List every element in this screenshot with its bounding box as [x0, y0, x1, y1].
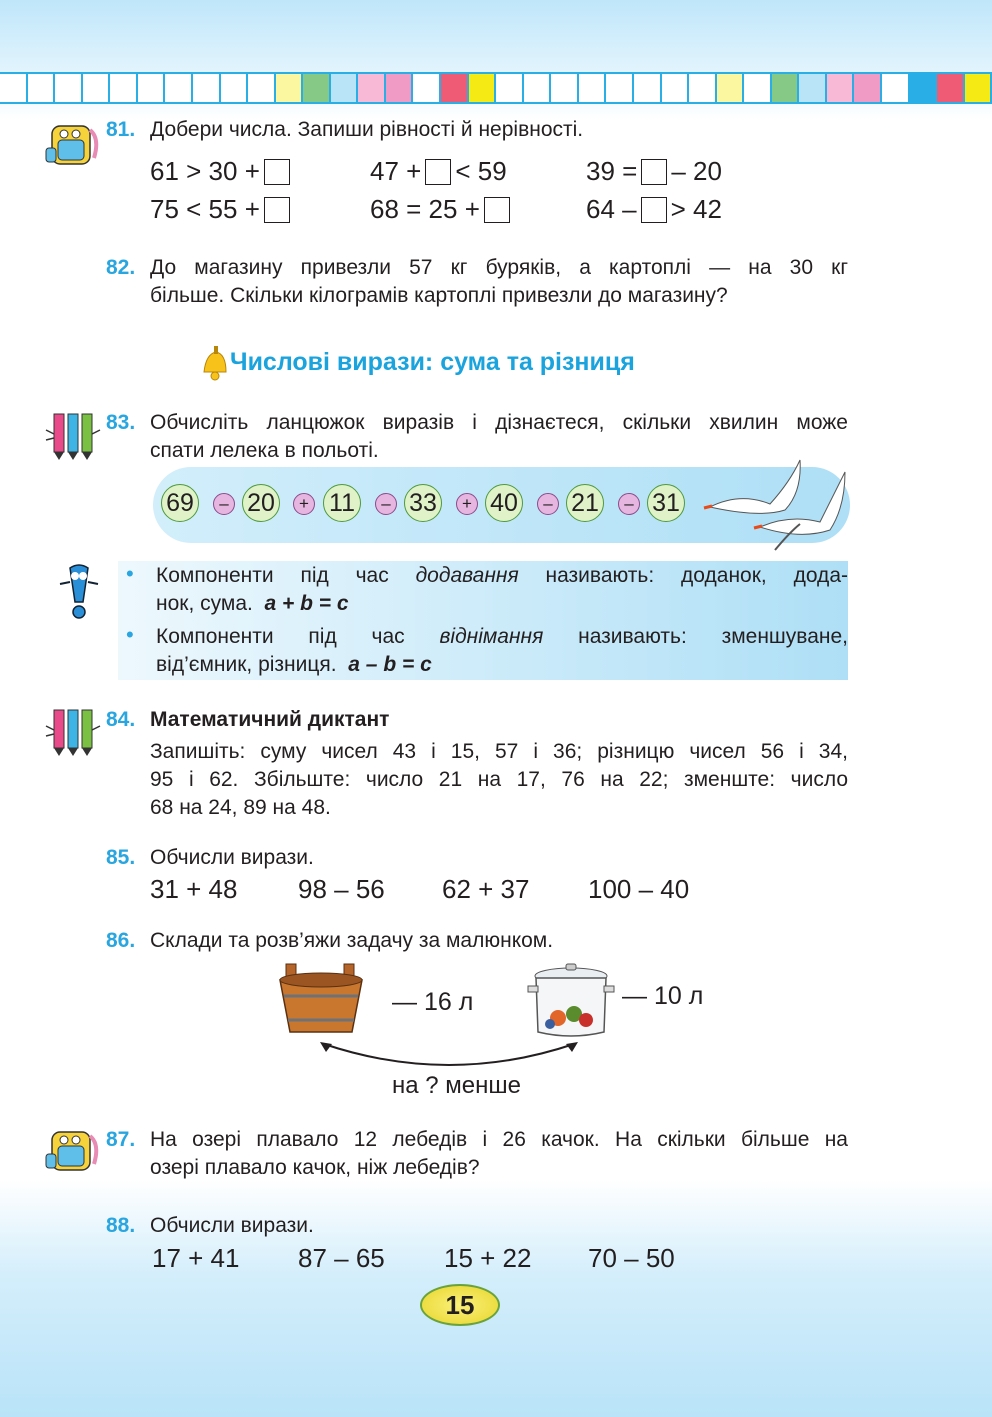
ex85-expression: 62 + 37 [442, 874, 530, 904]
pencils-icon [44, 706, 102, 758]
exercise-83-line-2: спати лелека в польоті. [150, 439, 379, 462]
ex88-expression: 17 + 41 [152, 1243, 240, 1273]
exclamation-mascot-icon [56, 562, 102, 620]
tub-volume-label: — 16 л [392, 988, 474, 1016]
answer-box[interactable] [264, 197, 290, 223]
exercise-86-number: 86. [106, 929, 136, 952]
exercise-83-line-1: Обчисліть ланцюжок виразів і дізнаєтеся, скільки хвилин може [150, 411, 848, 434]
answer-box[interactable] [641, 197, 667, 223]
chain-number: 21 [566, 484, 604, 522]
chain-number: 69 [161, 484, 199, 522]
ex81-expr-5: 68 = 25 + [370, 194, 514, 225]
ex88-expression: 70 – 50 [588, 1243, 675, 1273]
ex85-expression: 98 – 56 [298, 874, 385, 904]
exercise-84-title: Математичний диктант [150, 708, 390, 731]
answer-box[interactable] [264, 159, 290, 185]
chain-operator: – [618, 493, 640, 515]
info-addition-line-1: Компоненти під час додавання називають: доданок, дода- [156, 564, 848, 587]
chain-number: 40 [485, 484, 523, 522]
chain-operator: + [456, 493, 478, 515]
chain-operator: – [213, 493, 235, 515]
info-subtraction-line-2: від’ємник, різниця. a – b = c [156, 653, 432, 676]
wooden-tub-image [278, 962, 364, 1036]
info-subtraction-line-1: Компоненти під час віднімання називають: зменшуване, [156, 625, 848, 648]
exercise-85-text: Обчисли вирази. [150, 846, 314, 869]
ex81-expr-4: 75 < 55 + [150, 194, 294, 225]
chain-number: 20 [242, 484, 280, 522]
subtraction-formula: a – b = c [348, 653, 432, 676]
cooking-pot-image [526, 962, 616, 1040]
exercise-87-number: 87. [106, 1128, 136, 1151]
chain-number: 33 [404, 484, 442, 522]
chain-operator: + [293, 493, 315, 515]
pencils-icon [44, 410, 102, 462]
exercise-84-line-3: 68 на 24, 89 на 48. [150, 796, 331, 819]
exercise-82-line-1: До магазину привезли 57 кг буряків, а картоплі — на 30 кг [150, 256, 848, 279]
chain-number: 31 [647, 484, 685, 522]
exercise-88-number: 88. [106, 1214, 136, 1237]
ex85-expression: 31 + 48 [150, 874, 238, 904]
difference-question-label: на ? менше [392, 1072, 521, 1099]
exercise-87-line-2: озері плавало качок, ніж лебедів? [150, 1156, 480, 1179]
page-number: 15 [420, 1284, 500, 1326]
info-addition-line-2: нок, сума. a + b = c [156, 592, 349, 615]
exercise-88-text: Обчисли вирази. [150, 1214, 314, 1237]
chain-operator: – [375, 493, 397, 515]
exercise-82-line-2: більше. Скільки кілограмів картоплі привезли до магазину? [150, 284, 728, 307]
ex81-expr-1: 61 > 30 + [150, 156, 294, 187]
exercise-81-text: Добери числа. Запиши рівності й нерівності. [150, 118, 584, 141]
exercise-86-text: Склади та розв’яжи задачу за малюнком. [150, 929, 554, 952]
answer-box[interactable] [484, 197, 510, 223]
chain-operator: – [537, 493, 559, 515]
ex81-expr-6: 64 – > 42 [586, 194, 722, 224]
backpack-icon [44, 1124, 102, 1176]
backpack-icon [44, 118, 102, 170]
bullet-icon: • [126, 561, 134, 586]
ex88-expression: 15 + 22 [444, 1243, 532, 1273]
exercise-84-line-1: Запишіть: суму чисел 43 і 15, 57 і 36; різницю чисел 56 і 34, [150, 740, 848, 763]
ex88-expression: 87 – 65 [298, 1243, 385, 1273]
answer-box[interactable] [641, 159, 667, 185]
bell-icon [198, 344, 230, 384]
exercise-82-number: 82. [106, 256, 136, 279]
comparison-arrow [318, 1036, 580, 1076]
bullet-icon: • [126, 622, 134, 647]
storks-illustration [700, 452, 850, 554]
answer-box[interactable] [425, 159, 451, 185]
decorative-color-strip [0, 72, 992, 104]
exercise-85-number: 85. [106, 846, 136, 869]
exercise-84-line-2: 95 і 62. Збільште: число 21 на 17, 76 на 22; зменште: число [150, 768, 848, 791]
pot-volume-label: — 10 л [622, 982, 704, 1010]
exercise-81-number: 81. [106, 118, 136, 141]
ex81-expr-2: 47 + < 59 [370, 156, 507, 186]
exercise-87-line-1: На озері плавало 12 лебедів і 26 качок. На скільки більше на [150, 1128, 848, 1151]
chain-number: 11 [323, 484, 361, 522]
ex85-expression: 100 – 40 [588, 874, 690, 904]
exercise-84-number: 84. [106, 708, 136, 731]
exercise-83-number: 83. [106, 411, 136, 434]
section-heading: Числові вирази: сума та різниця [230, 348, 635, 376]
addition-formula: a + b = c [264, 592, 349, 615]
ex81-expr-3: 39 = – 20 [586, 156, 722, 186]
